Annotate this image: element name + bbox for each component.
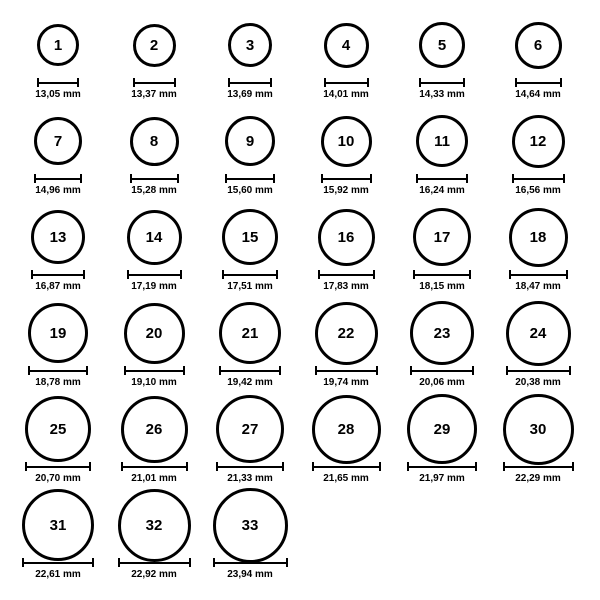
caliper-icon [315,366,378,375]
diameter-label: 13,37 mm [131,89,177,100]
ring-circle-wrap [394,302,490,364]
ring-circle-wrap [490,302,586,364]
ring-circle-wrap [106,14,202,76]
ring-circle-icon [25,396,91,462]
ring-circle-icon [506,301,571,366]
caliper-icon [228,78,272,87]
ring-size-cell[interactable] [106,302,202,388]
diameter-label: 20,70 mm [35,473,81,484]
diameter-measure [124,366,185,388]
diameter-label: 15,92 mm [323,185,369,196]
diameter-measure [506,366,571,388]
caliper-icon [118,558,191,567]
diameter-measure [130,174,179,196]
ring-circle-icon [121,396,188,463]
ring-circle-icon [31,210,85,264]
caliper-icon [512,174,565,183]
ring-size-number: 15 [241,228,259,246]
ring-circle-wrap [298,398,394,460]
ring-circle-wrap [394,110,490,172]
ring-size-number: 20 [145,324,163,342]
diameter-label: 17,83 mm [323,281,369,292]
ring-size-number: 33 [241,516,259,534]
diameter-label: 16,24 mm [419,185,465,196]
diameter-label: 14,01 mm [323,89,369,100]
diameter-label: 22,92 mm [131,569,177,580]
ring-circle-icon [407,394,477,464]
diameter-measure [213,558,288,580]
caliper-icon [213,558,288,567]
ring-size-number: 28 [337,420,355,438]
caliper-icon [121,462,188,471]
ring-size-number: 29 [433,420,451,438]
ring-circle-icon [318,209,375,266]
caliper-icon [503,462,574,471]
ring-size-cell[interactable] [202,494,298,580]
ring-circle-wrap [202,14,298,76]
caliper-icon [509,270,568,279]
ring-size-number: 7 [53,132,63,150]
diameter-label: 16,87 mm [35,281,81,292]
diameter-label: 16,56 mm [515,185,561,196]
caliper-icon [515,78,562,87]
ring-circle-icon [127,210,182,265]
caliper-icon [124,366,185,375]
ring-size-number: 13 [49,228,67,246]
caliper-icon [225,174,275,183]
diameter-measure [22,558,94,580]
ring-size-number: 21 [241,324,259,342]
diameter-label: 15,28 mm [131,185,177,196]
ring-circle-wrap [106,494,202,556]
diameter-label: 18,78 mm [35,377,81,388]
diameter-measure [31,270,85,292]
diameter-measure [28,366,88,388]
caliper-icon [506,366,571,375]
ring-size-number: 26 [145,420,163,438]
ring-size-cell[interactable] [298,110,394,196]
ring-circle-icon [410,301,474,365]
diameter-measure [413,270,471,292]
diameter-label: 18,47 mm [515,281,561,292]
caliper-icon [419,78,465,87]
diameter-measure [318,270,375,292]
ring-size-cell[interactable] [106,398,202,484]
ring-size-cell[interactable] [10,398,106,484]
diameter-measure [323,78,369,100]
ring-circle-wrap [490,206,586,268]
ring-circle-wrap [394,206,490,268]
ring-size-cell[interactable] [490,206,586,292]
ring-circle-wrap [202,494,298,556]
ring-size-cell[interactable] [490,302,586,388]
ring-row [10,494,590,590]
diameter-label: 21,97 mm [419,473,465,484]
ring-circle-wrap [202,302,298,364]
ring-circle-wrap [298,110,394,172]
ring-size-number: 23 [433,324,451,342]
diameter-measure [312,462,381,484]
ring-size-cell[interactable] [10,494,106,580]
ring-size-cell[interactable] [202,302,298,388]
ring-circle-wrap [10,494,106,556]
caliper-icon [407,462,477,471]
diameter-label: 22,61 mm [35,569,81,580]
ring-size-cell[interactable] [10,206,106,292]
diameter-label: 18,15 mm [419,281,465,292]
ring-circle-wrap [202,110,298,172]
diameter-measure [35,78,81,100]
ring-circle-icon [512,115,565,168]
diameter-label: 14,33 mm [419,89,465,100]
caliper-icon [28,366,88,375]
ring-circle-wrap [106,110,202,172]
ring-row [10,302,590,398]
ring-circle-wrap [298,302,394,364]
caliper-icon [31,270,85,279]
ring-size-number: 10 [337,132,355,150]
ring-circle-icon [22,489,94,561]
ring-size-number: 1 [53,36,63,54]
diameter-label: 15,60 mm [227,185,273,196]
ring-circle-icon [118,489,191,562]
ring-size-number: 16 [337,228,355,246]
ring-size-cell[interactable] [106,14,202,100]
ring-circle-wrap [106,302,202,364]
diameter-label: 21,33 mm [227,473,273,484]
diameter-measure [131,78,177,100]
ring-size-number: 22 [337,324,355,342]
ring-size-number: 3 [245,36,255,54]
ring-circle-wrap [298,14,394,76]
diameter-label: 13,69 mm [227,89,273,100]
caliper-icon [410,366,474,375]
ring-size-number: 32 [145,516,163,534]
ring-size-number: 8 [149,132,159,150]
ring-circle-icon [503,394,574,465]
diameter-measure [34,174,82,196]
ring-circle-icon [324,23,369,68]
ring-circle-icon [28,303,88,363]
ring-circle-icon [509,208,568,267]
ring-size-cell[interactable] [394,398,490,484]
diameter-label: 21,65 mm [323,473,369,484]
ring-size-number: 24 [529,324,547,342]
diameter-measure [321,174,372,196]
ring-size-cell[interactable] [298,398,394,484]
ring-size-number: 18 [529,228,547,246]
caliper-icon [413,270,471,279]
caliper-icon [312,462,381,471]
ring-circle-wrap [106,398,202,460]
diameter-label: 19,42 mm [227,377,273,388]
ring-size-cell[interactable] [10,302,106,388]
ring-circle-icon [413,208,471,266]
ring-circle-wrap [10,398,106,460]
diameter-label: 22,29 mm [515,473,561,484]
caliper-icon [416,174,468,183]
diameter-label: 20,06 mm [419,377,465,388]
ring-circle-icon [515,22,562,69]
ring-circle-wrap [10,206,106,268]
ring-size-cell[interactable] [10,110,106,196]
ring-row [10,398,590,494]
ring-size-number: 5 [437,36,447,54]
ring-circle-wrap [202,206,298,268]
caliper-icon [222,270,278,279]
diameter-measure [222,270,278,292]
diameter-label: 19,74 mm [323,377,369,388]
ring-size-cell[interactable] [490,110,586,196]
ring-size-number: 19 [49,324,67,342]
ring-circle-wrap [490,110,586,172]
ring-row [10,206,590,302]
diameter-measure [25,462,91,484]
caliper-icon [37,78,79,87]
ring-size-number: 4 [341,36,351,54]
ring-circle-icon [228,23,272,67]
ring-size-number: 11 [434,132,450,150]
ring-size-number: 25 [49,420,67,438]
ring-circle-wrap [298,206,394,268]
diameter-label: 14,96 mm [35,185,81,196]
ring-circle-icon [312,395,381,464]
ring-size-cell[interactable] [106,110,202,196]
caliper-icon [34,174,82,183]
diameter-measure [118,558,191,580]
diameter-label: 17,19 mm [131,281,177,292]
diameter-measure [127,270,182,292]
ring-size-cell[interactable] [394,14,490,100]
ring-circle-wrap [490,398,586,460]
ring-circle-icon [219,302,281,364]
diameter-label: 13,05 mm [35,89,81,100]
caliper-icon [133,78,176,87]
diameter-label: 20,38 mm [515,377,561,388]
ring-circle-icon [34,117,82,165]
diameter-measure [407,462,477,484]
diameter-label: 17,51 mm [227,281,273,292]
ring-size-cell[interactable] [298,14,394,100]
ring-circle-wrap [202,398,298,460]
ring-size-cell[interactable] [298,206,394,292]
ring-circle-wrap [106,206,202,268]
ring-circle-icon [130,117,179,166]
ring-circle-icon [225,116,275,166]
ring-size-cell[interactable] [298,302,394,388]
ring-size-number: 31 [49,516,67,534]
ring-circle-icon [124,303,185,364]
ring-circle-icon [37,24,79,66]
ring-circle-wrap [10,14,106,76]
ring-size-cell[interactable] [394,302,490,388]
diameter-measure [410,366,474,388]
ring-size-cell[interactable] [106,206,202,292]
caliper-icon [130,174,179,183]
ring-size-cell[interactable] [490,398,586,484]
diameter-label: 23,94 mm [227,569,273,580]
caliper-icon [127,270,182,279]
ring-circle-icon [222,209,278,265]
ring-circle-icon [419,22,465,68]
caliper-icon [25,462,91,471]
ring-circle-icon [133,24,176,67]
caliper-icon [324,78,369,87]
ring-circle-wrap [394,398,490,460]
ring-size-number: 9 [245,132,255,150]
ring-circle-icon [315,302,378,365]
ring-size-cell[interactable] [394,110,490,196]
diameter-measure [216,462,284,484]
ring-row [10,110,590,206]
ring-size-cell[interactable] [202,398,298,484]
ring-circle-icon [416,115,468,167]
ring-size-number: 17 [433,228,451,246]
diameter-label: 14,64 mm [515,89,561,100]
caliper-icon [318,270,375,279]
diameter-measure [227,78,273,100]
caliper-icon [22,558,94,567]
ring-size-number: 2 [149,36,159,54]
ring-size-cell[interactable] [202,206,298,292]
ring-size-cell[interactable] [202,14,298,100]
caliper-icon [219,366,281,375]
diameter-measure [219,366,281,388]
ring-size-number: 27 [241,420,259,438]
diameter-measure [419,78,465,100]
caliper-icon [321,174,372,183]
diameter-measure [416,174,468,196]
ring-circle-wrap [394,14,490,76]
ring-size-cell[interactable] [394,206,490,292]
diameter-measure [503,462,574,484]
diameter-measure [121,462,188,484]
ring-size-number: 14 [145,228,163,246]
diameter-measure [509,270,568,292]
ring-circle-wrap [10,302,106,364]
ring-row [10,14,590,110]
ring-circle-wrap [10,110,106,172]
diameter-measure [515,78,562,100]
diameter-measure [512,174,565,196]
ring-size-number: 12 [529,132,547,150]
ring-size-cell[interactable] [106,494,202,580]
ring-circle-icon [321,116,372,167]
ring-circle-wrap [490,14,586,76]
diameter-label: 21,01 mm [131,473,177,484]
diameter-measure [315,366,378,388]
ring-size-number: 30 [529,420,547,438]
ring-size-cell[interactable] [490,14,586,100]
caliper-icon [216,462,284,471]
diameter-label: 19,10 mm [131,377,177,388]
ring-size-cell[interactable] [10,14,106,100]
ring-size-number: 6 [533,36,543,54]
ring-circle-icon [216,395,284,463]
ring-size-cell[interactable] [202,110,298,196]
diameter-measure [225,174,275,196]
ring-circle-icon [213,488,288,563]
